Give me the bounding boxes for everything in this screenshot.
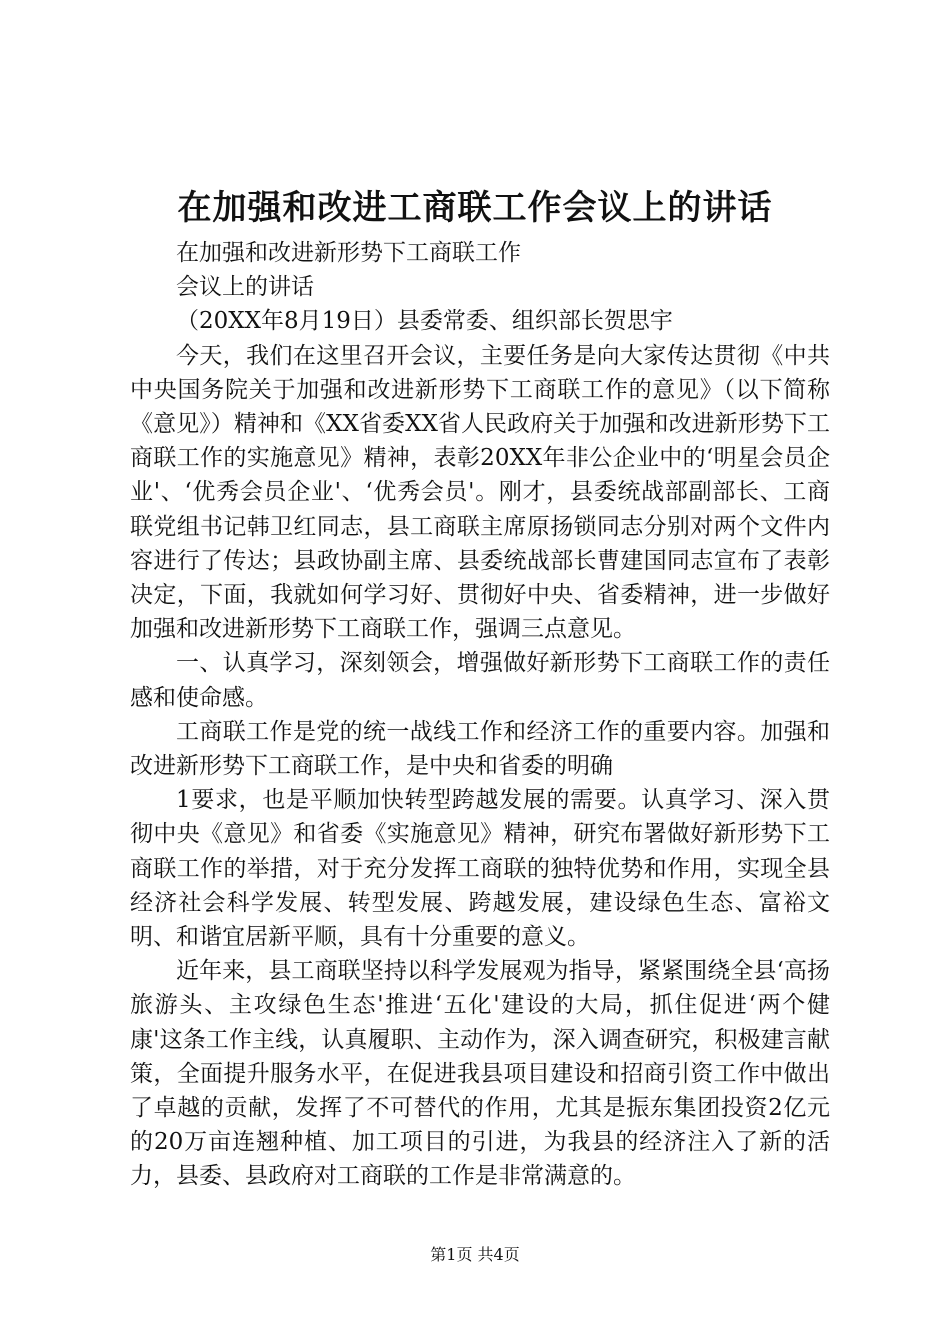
page-number-footer: 第1页 共4页 xyxy=(430,1245,520,1264)
document-title: 在加强和改进工商联工作会议上的讲话 xyxy=(177,188,773,228)
document-body xyxy=(130,236,830,1194)
section-heading-one: 一、认真学习，深刻领会，增强做好新形势下工商联工作的责任感和使命感。 xyxy=(130,650,830,711)
paragraph-achievements: 近年来，县工商联坚持以科学发展观为指导，紧紧围绕全县‘高扬旅游头、主攻绿色生态'推进‘五化'建设的大局，抓住促进‘两个健康'这条工作主线，认真履职、主动作为，深入调查研究，积极建言献策，全面提升服务水平，在促进我县项目建设和招商引资工作中做出了卓越的贡献，发挥了不可替代的作用，尤其是振东集团投资2亿元的20万亩连翘种植、加工项目的引进，为我县的经济注入了新的活力，县委、县政府对工商联的工作是非常满意的。 xyxy=(130,958,830,1190)
subtitle-line-1: 在加强和改进新形势下工商联工作 xyxy=(176,240,521,266)
subtitle-line-2: 会议上的讲话 xyxy=(176,274,314,301)
paragraph-importance: 工商联工作是党的统一战线工作和经济工作的重要内容。加强和改进新形势下工商联工作，是中央和省委的明确 xyxy=(130,718,830,780)
speaker-date-line: （20XX年8月19日）县委常委、组织部长贺思宇 xyxy=(176,308,673,335)
paragraph-requirements: 1要求，也是平顺加快转型跨越发展的需要。认真学习、深入贯彻中央《意见》和省委《实施意见》精神，研究布署做好新形势下工商联工作的举措，对于充分发挥工商联的独特优势和作用，实现全县经济社会科学发展、转型发展、跨越发展，建设绿色生态、富裕文明、和谐宜居新平顺，具有十分重要的意义。 xyxy=(130,787,830,951)
paragraph-intro: 今天，我们在这里召开会议，主要任务是向大家传达贯彻《中共中央国务院关于加强和改进新形势下工商联工作的意见》（以下简称《意见》）精神和《XX省委XX省人民政府关于加强和改进新形势下工商联工作的实施意见》精神，表彰20XX年非公企业中的‘明星会员企业'、‘优秀会员企业'、‘优秀会员'。刚才，县委统战部副部长、工商联党组书记韩卫红同志，县工商联主席原扬锁同志分别对两个文件内容进行了传达；县政协副主席、县委统战部长曹建国同志宣布了表彰决定，下面，我就如何学习好、贯彻好中央、省委精神，进一步做好加强和改进新形势下工商联工作，强调三点意见。 xyxy=(130,342,830,643)
